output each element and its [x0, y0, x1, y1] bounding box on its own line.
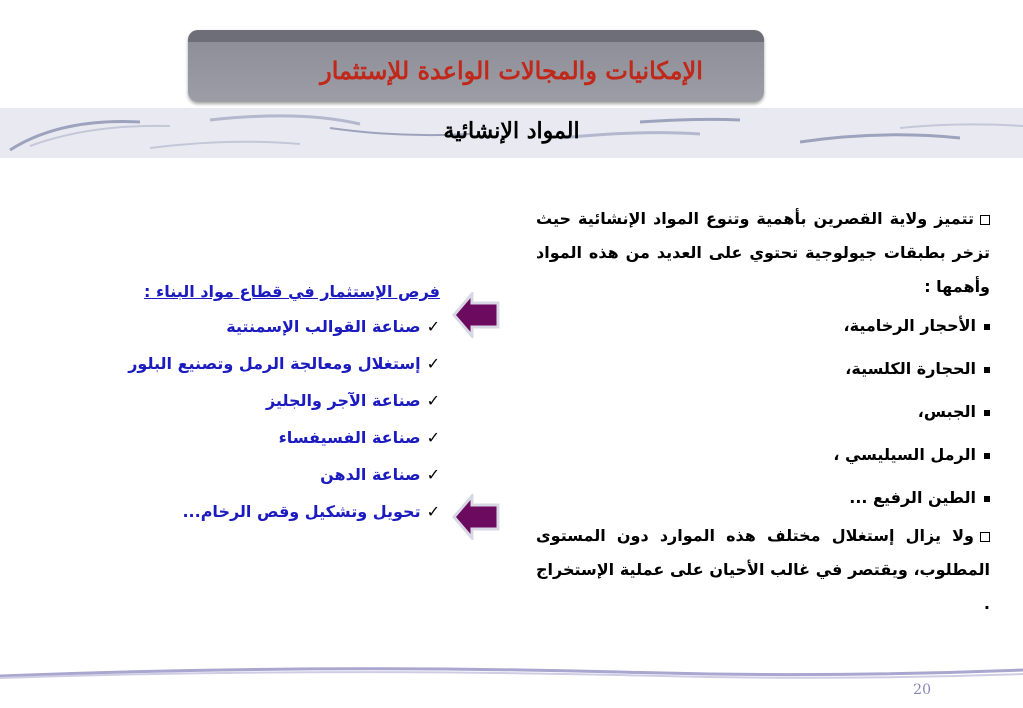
material-label: الأحجار الرخامية،: [843, 316, 976, 335]
left-arrow-icon: [452, 494, 500, 540]
investment-opportunities: [100, 282, 440, 537]
conclusion-paragraph: [536, 519, 990, 621]
opportunity-item: [100, 426, 440, 449]
hollow-square-bullet-icon: [980, 532, 990, 542]
material-item: [536, 390, 990, 433]
opportunity-label: صناعة الآجر والجليز: [265, 391, 421, 410]
square-bullet-icon: [984, 367, 990, 373]
check-icon: ✓: [426, 317, 440, 336]
material-item: [536, 304, 990, 347]
opportunity-item: [100, 463, 440, 486]
hollow-square-bullet-icon: [980, 215, 990, 225]
material-item: [536, 433, 990, 476]
left-arrow-icon: [452, 292, 500, 338]
square-bullet-icon: [984, 410, 990, 416]
footer-swoosh-decoration: [0, 664, 1023, 684]
square-bullet-icon: [984, 496, 990, 502]
intro-paragraph: [536, 202, 990, 304]
conclusion-text: ولا يزال إستغلال مختلف هذه الموارد دون المستوى المطلوب، ويقتصر في غالب الأحيان على عملية الإستخراج .: [536, 526, 990, 613]
opportunity-item: [100, 500, 440, 523]
title-box-bevel: [188, 30, 764, 42]
opportunities-heading: فرص الإستثمار في قطاع مواد البناء :: [144, 282, 440, 301]
check-icon: ✓: [426, 354, 440, 373]
material-label: الجبس،: [917, 402, 976, 421]
check-icon: ✓: [426, 502, 440, 521]
square-bullet-icon: [984, 453, 990, 459]
opportunity-label: صناعة القوالب الإسمنتية: [226, 317, 421, 336]
intro-text: تتميز ولاية القصرين بأهمية وتنوع المواد الإنشائية حيث تزخر بطبقات جيولوجية تحتوي على العديد من هذه المواد وأهمها :: [536, 209, 990, 296]
material-label: الطين الرفيع ...: [849, 488, 976, 507]
opportunity-label: صناعة الفسيفساء: [278, 428, 421, 447]
page-number: 20: [913, 682, 931, 698]
material-item: [536, 347, 990, 390]
check-icon: ✓: [426, 391, 440, 410]
check-icon: ✓: [426, 428, 440, 447]
materials-description: [536, 202, 990, 621]
section-subtitle: المواد الإنشائية: [443, 118, 580, 144]
opportunity-item: [100, 315, 440, 338]
slide-title: الإمكانيات والمجالات الواعدة للإستثمار: [320, 56, 703, 85]
material-label: الرمل السيليسي ،: [833, 445, 976, 464]
opportunity-label: تحويل وتشكيل وقص الرخام...: [182, 502, 421, 521]
material-label: الحجارة الكلسية،: [845, 359, 976, 378]
opportunity-item: [100, 389, 440, 412]
opportunity-item: [100, 352, 440, 375]
opportunity-label: صناعة الدهن: [320, 465, 421, 484]
material-item: [536, 476, 990, 519]
opportunity-label: إستغلال ومعالجة الرمل وتصنيع البلور: [128, 354, 421, 373]
check-icon: ✓: [426, 465, 440, 484]
square-bullet-icon: [984, 324, 990, 330]
